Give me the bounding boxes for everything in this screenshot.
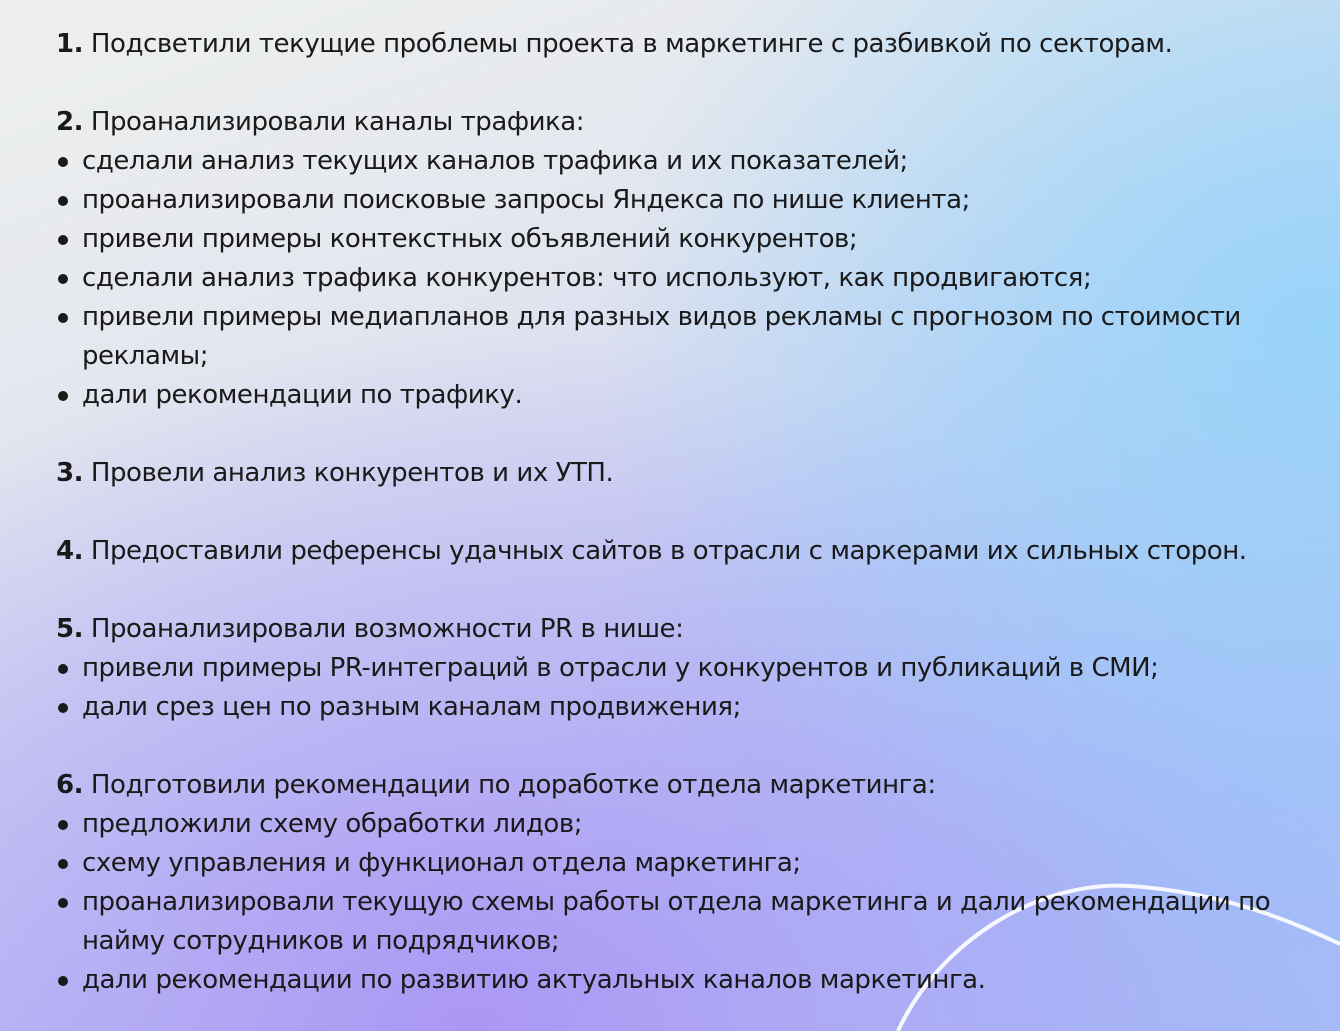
bullet-dot-icon: [58, 703, 68, 713]
list-item-text: сделали анализ трафика конкурентов: что используют, как продвигаются;: [82, 263, 1092, 293]
list-item-text: дали рекомендации по трафику.: [82, 380, 523, 410]
section-number: 2.: [56, 107, 84, 137]
list-item: [56, 844, 1306, 883]
section-title: Проанализировали возможности PR в нише:: [90, 614, 684, 644]
list-item-text: проанализировали поисковые запросы Яндекса по нише клиента;: [82, 185, 970, 215]
section-title: Подсветили текущие проблемы проекта в маркетинге с разбивкой по секторам.: [90, 29, 1173, 59]
list-item-text: привели примеры контекстных объявлений конкурентов;: [82, 224, 858, 254]
list-item-text: дали рекомендации по развитию актуальных каналов маркетинга.: [82, 965, 986, 995]
bullet-dot-icon: [58, 391, 68, 401]
task-list: [56, 25, 1306, 1000]
section-number: 6.: [56, 770, 84, 800]
list-item-text: привели примеры медиапланов для разных видов рекламы с прогнозом по стоимости рекламы;: [82, 302, 1241, 371]
list-item: [56, 298, 1306, 376]
section-title: Предоставили референсы удачных сайтов в отрасли с маркерами их сильных сторон.: [90, 536, 1247, 566]
section-number: 1.: [56, 29, 84, 59]
section-heading: [56, 610, 1306, 649]
section-number: 5.: [56, 614, 84, 644]
list-item-text: сделали анализ текущих каналов трафика и их показателей;: [82, 146, 908, 176]
list-item: [56, 961, 1306, 1000]
section-1: [56, 25, 1306, 64]
list-item: [56, 181, 1306, 220]
list-item-text: проанализировали текущую схемы работы отдела маркетинга и дали рекомендации по найму сотрудников и подрядчиков;: [82, 887, 1271, 956]
section-heading: [56, 454, 1306, 493]
bullet-dot-icon: [58, 313, 68, 323]
section-heading: [56, 766, 1306, 805]
section-heading: [56, 103, 1306, 142]
section-number: 3.: [56, 458, 84, 488]
bullet-list: [56, 649, 1306, 727]
list-item: [56, 376, 1306, 415]
bullet-list: [56, 805, 1306, 1000]
section-title: Подготовили рекомендации по доработке отдела маркетинга:: [90, 770, 936, 800]
section-6: [56, 766, 1306, 1000]
bullet-dot-icon: [58, 664, 68, 674]
bullet-dot-icon: [58, 274, 68, 284]
section-number: 4.: [56, 536, 84, 566]
list-item: [56, 220, 1306, 259]
section-4: [56, 532, 1306, 571]
list-item: [56, 883, 1306, 961]
bullet-dot-icon: [58, 898, 68, 908]
list-item-text: привели примеры PR-интеграций в отрасли у конкурентов и публикаций в СМИ;: [82, 653, 1159, 683]
bullet-dot-icon: [58, 976, 68, 986]
section-heading: [56, 25, 1306, 64]
section-title: Проанализировали каналы трафика:: [90, 107, 585, 137]
section-5: [56, 610, 1306, 727]
section-3: [56, 454, 1306, 493]
list-item-text: предложили схему обработки лидов;: [82, 809, 583, 839]
bullet-dot-icon: [58, 157, 68, 167]
list-item-text: схему управления и функционал отдела маркетинга;: [82, 848, 801, 878]
section-heading: [56, 532, 1306, 571]
section-title: Провели анализ конкурентов и их УТП.: [90, 458, 614, 488]
list-item: [56, 259, 1306, 298]
list-item: [56, 805, 1306, 844]
bullet-dot-icon: [58, 859, 68, 869]
section-2: [56, 103, 1306, 415]
list-item: [56, 688, 1306, 727]
bullet-dot-icon: [58, 820, 68, 830]
list-item: [56, 142, 1306, 181]
bullet-dot-icon: [58, 235, 68, 245]
bullet-list: [56, 142, 1306, 415]
list-item-text: дали срез цен по разным каналам продвижения;: [82, 692, 741, 722]
bullet-dot-icon: [58, 196, 68, 206]
list-item: [56, 649, 1306, 688]
